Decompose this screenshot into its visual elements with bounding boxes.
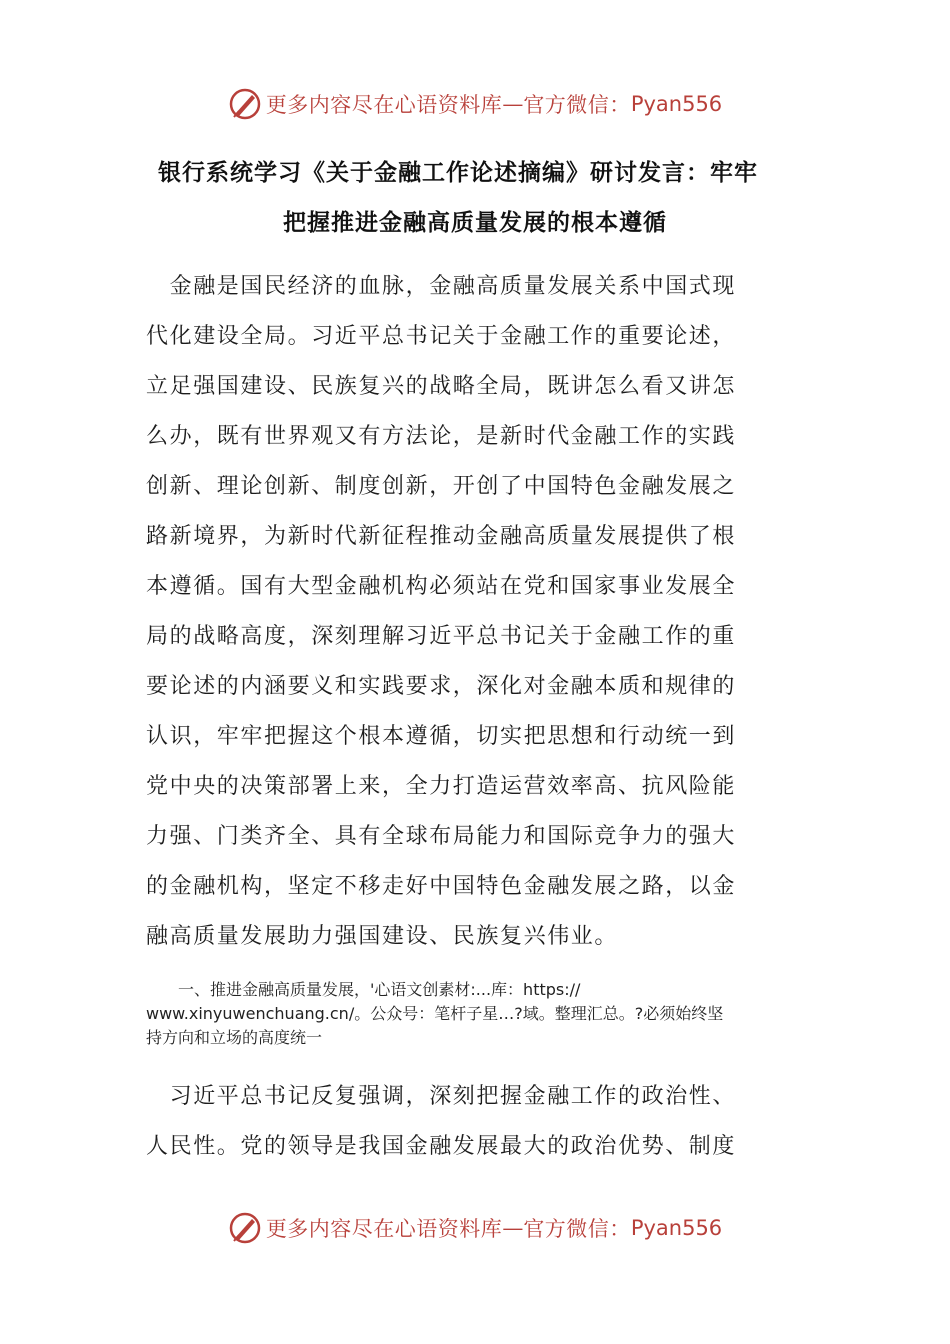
section-heading-line: 一、推进金融高质量发展，'心语文创素材:...库：https:// bbox=[146, 980, 581, 999]
paragraph-line: 党中央的决策部署上来，全力打造运营效率高、抗风险能 bbox=[146, 774, 737, 799]
watermark-wechat-id: Pyan556 bbox=[630, 1216, 723, 1240]
paragraph-line: 创新、理论创新、制度创新，开创了中国特色金融发展之 bbox=[146, 474, 737, 499]
quill-logo-icon bbox=[228, 1211, 262, 1245]
watermark-text: 更多内容尽在心语资料库 bbox=[265, 93, 503, 117]
section-heading-line: 持方向和立场的高度统一 bbox=[146, 1028, 323, 1047]
watermark-banner-top bbox=[0, 84, 950, 124]
paragraph-line: 本遵循。国有大型金融机构必须站在党和国家事业发展全 bbox=[146, 574, 737, 599]
paragraph-line: 要论述的内涵要义和实践要求，深化对金融本质和规律的 bbox=[146, 674, 737, 699]
quill-logo-icon bbox=[228, 87, 262, 121]
watermark-wechat-id: Pyan556 bbox=[630, 92, 723, 116]
paragraph-line: 认识，牢牢把握这个根本遵循，切实把思想和行动统一到 bbox=[146, 724, 737, 749]
watermark-text: 更多内容尽在心语资料库 bbox=[265, 1217, 503, 1241]
watermark-banner-bottom bbox=[0, 1208, 950, 1248]
paragraph-line: 习近平总书记反复强调，深刻把握金融工作的政治性、 bbox=[146, 1084, 737, 1109]
watermark-dash: — bbox=[502, 1216, 524, 1240]
watermark-official-label: 官方微信： bbox=[523, 93, 631, 117]
paragraph-line: 金融是国民经济的血脉，金融高质量发展关系中国式现 bbox=[146, 274, 737, 299]
paragraph-line: 力强、门类齐全、具有全球布局能力和国际竞争力的强大 bbox=[146, 824, 737, 849]
paragraph-line: 代化建设全局。习近平总书记关于金融工作的重要论述， bbox=[146, 324, 737, 349]
paragraph-line: 么办，既有世界观又有方法论，是新时代金融工作的实践 bbox=[146, 424, 737, 449]
paragraph-line: 的金融机构，坚定不移走好中国特色金融发展之路，以金 bbox=[146, 874, 737, 899]
title-line-2: 把握推进金融高质量发展的根本遵循 bbox=[283, 210, 667, 236]
paragraph-line: 路新境界，为新时代新征程推动金融高质量发展提供了根 bbox=[146, 524, 737, 549]
title-line-1: 银行系统学习《关于金融工作论述摘编》研讨发言：牢牢 bbox=[158, 160, 758, 186]
watermark-dash: — bbox=[502, 92, 524, 116]
document-title bbox=[140, 148, 810, 248]
section-heading-line: www.xinyuwenchuang.cn/。公众号：笔杆子星…?域。整理汇总。?必须始终坚 bbox=[146, 1004, 724, 1023]
paragraph-line: 融高质量发展助力强国建设、民族复兴伟业。 bbox=[146, 924, 619, 949]
paragraph-line: 人民性。党的领导是我国金融发展最大的政治优势、制度 bbox=[146, 1134, 737, 1159]
paragraph-line: 局的战略高度，深刻理解习近平总书记关于金融工作的重 bbox=[146, 624, 737, 649]
paragraph-line: 立足强国建设、民族复兴的战略全局，既讲怎么看又讲怎 bbox=[146, 374, 737, 399]
watermark-official-label: 官方微信： bbox=[523, 1217, 631, 1241]
